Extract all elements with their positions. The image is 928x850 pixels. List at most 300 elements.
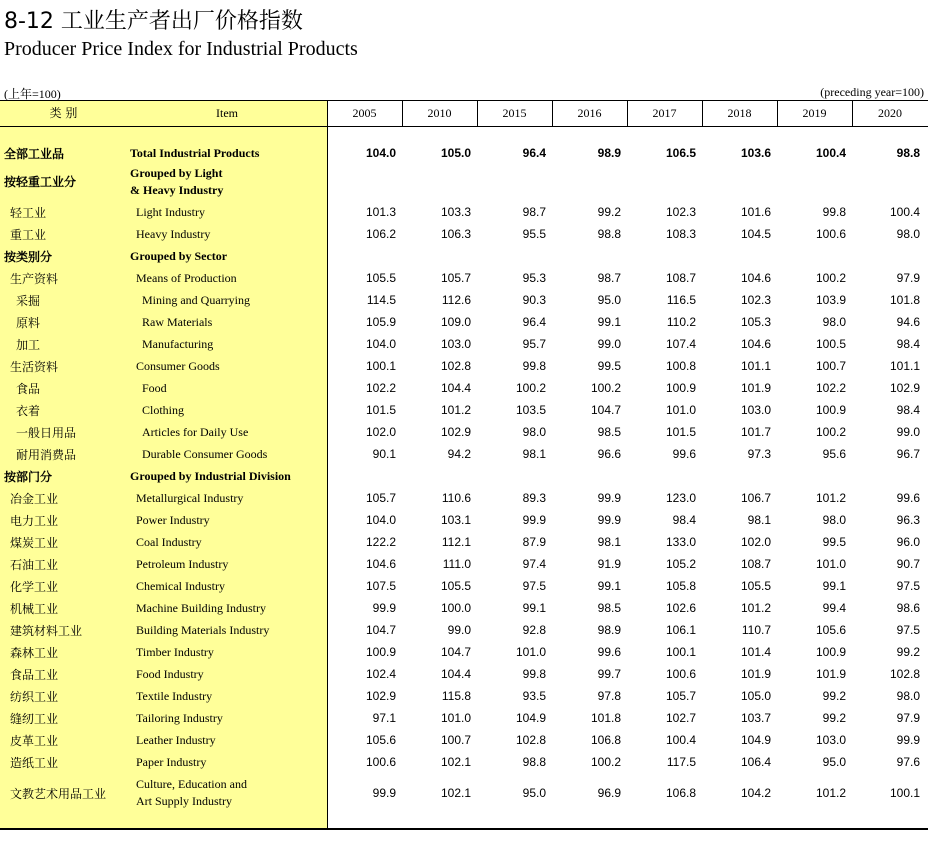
value-cell: 98.4 [896, 403, 920, 417]
row-label-cn: 煤炭工业 [10, 535, 59, 550]
row-label-cn: 食品 [16, 381, 41, 396]
value-cell: 95.7 [522, 337, 546, 351]
value-cell: 103.1 [440, 513, 471, 527]
row-label-en: Grouped by Sector [130, 248, 228, 263]
value-cell: 100.6 [365, 755, 396, 769]
value-cell: 98.9 [597, 623, 621, 637]
value-cell: 97.3 [747, 447, 771, 461]
table-row [0, 707, 928, 729]
value-cell: 104.6 [365, 557, 396, 571]
value-cell: 96.3 [896, 513, 920, 527]
row-label-cn: 采掘 [16, 293, 41, 308]
row-label-cn: 按类别分 [4, 249, 53, 264]
value-cell: 98.7 [522, 205, 546, 219]
value-cell: 97.9 [896, 711, 920, 725]
value-cell: 98.1 [747, 513, 771, 527]
value-cell: 101.2 [815, 491, 846, 505]
value-cell: 100.2 [815, 425, 846, 439]
row-label-en: Mining and Quarrying [142, 292, 250, 307]
header-divider [702, 101, 703, 126]
value-cell: 99.1 [597, 315, 621, 329]
row-label-en: Coal Industry [136, 534, 202, 549]
row-label-cn: 食品工业 [10, 667, 59, 682]
value-cell: 99.4 [822, 601, 846, 615]
value-cell: 99.5 [597, 359, 621, 373]
value-cell: 100.0 [440, 601, 471, 615]
value-cell: 101.0 [665, 403, 696, 417]
value-cell: 122.2 [365, 535, 396, 549]
value-cell: 102.1 [440, 786, 471, 800]
row-label-en: Clothing [142, 402, 185, 417]
table-row [0, 509, 928, 531]
value-cell: 105.5 [740, 579, 771, 593]
value-cell: 106.1 [665, 623, 696, 637]
table-row [0, 399, 928, 421]
header-item-en: Item [216, 106, 238, 120]
row-label-cn: 冶金工业 [10, 491, 59, 506]
value-cell: 103.6 [740, 146, 771, 160]
value-cell: 95.6 [822, 447, 846, 461]
value-cell: 100.2 [515, 381, 546, 395]
value-cell: 100.4 [815, 146, 846, 160]
value-cell: 102.8 [515, 733, 546, 747]
row-label-en: Paper Industry [136, 754, 207, 769]
value-cell: 99.9 [896, 733, 920, 747]
value-cell: 105.0 [440, 146, 471, 160]
row-label-en: Culture, Education and Art Supply Industry [136, 777, 247, 808]
value-cell: 105.6 [815, 623, 846, 637]
table-row [0, 641, 928, 663]
value-cell: 104.5 [740, 227, 771, 241]
year-header: 2010 [427, 106, 452, 120]
value-cell: 103.5 [515, 403, 546, 417]
value-cell: 100.6 [815, 227, 846, 241]
value-cell: 101.0 [815, 557, 846, 571]
value-cell: 104.9 [740, 733, 771, 747]
unit-note-en: (preceding year=100) [820, 85, 924, 99]
year-header: 2020 [878, 106, 902, 120]
row-label-cn: 重工业 [10, 227, 47, 242]
value-cell: 97.6 [896, 755, 920, 769]
value-cell: 98.0 [896, 227, 920, 241]
value-cell: 101.7 [740, 425, 771, 439]
value-cell: 104.2 [740, 786, 771, 800]
value-cell: 101.5 [665, 425, 696, 439]
value-cell: 102.9 [889, 381, 920, 395]
value-cell: 103.9 [815, 293, 846, 307]
table-row [0, 597, 928, 619]
value-cell: 96.6 [597, 447, 621, 461]
value-cell: 91.9 [597, 557, 621, 571]
value-cell: 116.5 [666, 293, 696, 307]
table-row [0, 729, 928, 751]
table-row [0, 267, 928, 289]
value-cell: 107.5 [365, 579, 396, 593]
row-label-cn: 按轻重工业分 [4, 175, 77, 189]
value-cell: 106.8 [590, 733, 621, 747]
value-cell: 104.7 [440, 645, 471, 659]
value-cell: 97.5 [522, 579, 546, 593]
value-cell: 100.1 [889, 786, 920, 800]
value-cell: 98.8 [522, 755, 546, 769]
value-cell: 98.1 [522, 447, 546, 461]
table-row [0, 421, 928, 443]
row-label-cn: 缝纫工业 [10, 711, 59, 726]
value-cell: 99.0 [597, 337, 621, 351]
value-cell: 100.5 [815, 337, 846, 351]
value-cell: 98.0 [522, 425, 546, 439]
value-cell: 99.9 [522, 513, 546, 527]
value-cell: 96.4 [522, 146, 546, 160]
row-label-en: Power Industry [136, 512, 210, 527]
table-row [0, 355, 928, 377]
value-cell: 93.5 [522, 689, 546, 703]
value-cell: 104.0 [365, 146, 396, 160]
row-label-en: Durable Consumer Goods [142, 446, 268, 461]
value-cell: 101.1 [889, 359, 920, 373]
row-label-cn: 电力工业 [10, 513, 59, 528]
row-label-cn: 造纸工业 [10, 755, 59, 770]
value-cell: 102.9 [440, 425, 471, 439]
value-cell: 99.2 [822, 711, 846, 725]
table-row [0, 443, 928, 465]
value-cell: 99.2 [896, 645, 920, 659]
value-cell: 102.0 [365, 425, 396, 439]
value-cell: 101.9 [740, 381, 771, 395]
value-cell: 98.0 [822, 315, 846, 329]
row-label-cn: 森林工业 [10, 645, 59, 660]
value-cell: 101.9 [815, 667, 846, 681]
value-cell: 99.8 [522, 359, 546, 373]
row-label-en: Machine Building Industry [136, 600, 266, 615]
value-cell: 99.1 [597, 579, 621, 593]
value-cell: 98.0 [896, 689, 920, 703]
value-cell: 108.7 [740, 557, 771, 571]
value-cell: 101.2 [815, 786, 846, 800]
value-cell: 105.5 [440, 579, 471, 593]
value-cell: 101.6 [740, 205, 771, 219]
value-cell: 98.7 [597, 271, 621, 285]
value-cell: 96.0 [896, 535, 920, 549]
value-cell: 105.0 [740, 689, 771, 703]
value-cell: 98.8 [896, 146, 920, 160]
value-cell: 99.8 [522, 667, 546, 681]
value-cell: 100.1 [665, 645, 696, 659]
value-cell: 97.5 [896, 579, 920, 593]
value-cell: 101.2 [740, 601, 771, 615]
page-title-cn: 8-12 工业生产者出厂价格指数 [4, 9, 303, 34]
value-cell: 105.5 [365, 271, 396, 285]
value-cell: 114.5 [366, 293, 396, 307]
value-cell: 99.6 [896, 491, 920, 505]
row-label-cn: 机械工业 [10, 601, 59, 616]
row-label-en: Grouped by Industrial Division [130, 468, 291, 483]
year-header: 2019 [802, 106, 827, 120]
value-cell: 102.0 [740, 535, 771, 549]
value-cell: 106.2 [365, 227, 396, 241]
row-label-en: Heavy Industry [136, 226, 211, 241]
year-header: 2017 [652, 106, 677, 120]
value-cell: 90.3 [522, 293, 546, 307]
table-row [0, 465, 928, 487]
value-cell: 104.9 [515, 711, 546, 725]
value-cell: 97.1 [372, 711, 396, 725]
table-row [0, 142, 928, 164]
value-cell: 100.7 [815, 359, 846, 373]
row-label-en: Tailoring Industry [136, 710, 223, 725]
year-header: 2015 [502, 106, 527, 120]
row-label-cn: 石油工业 [10, 557, 59, 572]
value-cell: 96.4 [522, 315, 546, 329]
value-cell: 98.4 [896, 337, 920, 351]
value-cell: 100.9 [815, 403, 846, 417]
row-label-en: Manufacturing [142, 336, 214, 351]
value-cell: 99.9 [597, 513, 621, 527]
value-cell: 99.0 [896, 425, 920, 439]
row-label-cn: 加工 [16, 337, 41, 352]
value-cell: 112.6 [441, 293, 471, 307]
header-divider [402, 101, 403, 126]
row-label-en: Petroleum Industry [136, 556, 229, 571]
value-cell: 101.3 [365, 205, 396, 219]
value-cell: 117.5 [666, 755, 696, 769]
value-cell: 102.8 [440, 359, 471, 373]
value-cell: 98.8 [597, 227, 621, 241]
value-cell: 103.0 [740, 403, 771, 417]
header-divider [777, 101, 778, 126]
value-cell: 90.7 [896, 557, 920, 571]
header-divider [852, 101, 853, 126]
value-cell: 95.0 [597, 293, 621, 307]
value-cell: 99.1 [822, 579, 846, 593]
row-label-en: Metallurgical Industry [136, 490, 244, 505]
table-row [0, 531, 928, 553]
value-cell: 97.4 [522, 557, 546, 571]
value-cell: 110.7 [741, 623, 771, 637]
value-cell: 112.1 [441, 535, 471, 549]
value-cell: 99.8 [822, 205, 846, 219]
value-cell: 102.2 [815, 381, 846, 395]
table-row [0, 223, 928, 245]
value-cell: 104.7 [590, 403, 621, 417]
value-cell: 90.1 [372, 447, 396, 461]
value-cell: 101.0 [440, 711, 471, 725]
value-cell: 108.3 [665, 227, 696, 241]
value-cell: 87.9 [522, 535, 546, 549]
value-cell: 104.0 [365, 337, 396, 351]
value-cell: 99.6 [597, 645, 621, 659]
value-cell: 105.8 [665, 579, 696, 593]
value-cell: 98.1 [597, 535, 621, 549]
value-cell: 100.1 [365, 359, 396, 373]
value-cell: 100.9 [365, 645, 396, 659]
value-cell: 100.2 [815, 271, 846, 285]
value-cell: 105.9 [365, 315, 396, 329]
value-cell: 103.0 [440, 337, 471, 351]
value-cell: 101.9 [740, 667, 771, 681]
row-label-en: Means of Production [136, 270, 237, 285]
value-cell: 97.9 [896, 271, 920, 285]
row-label-cn: 文教艺术用品工业 [10, 786, 107, 801]
value-cell: 100.2 [590, 381, 621, 395]
value-cell: 98.0 [822, 513, 846, 527]
value-cell: 105.2 [665, 557, 696, 571]
value-cell: 105.6 [365, 733, 396, 747]
value-cell: 100.8 [665, 359, 696, 373]
value-cell: 95.5 [522, 227, 546, 241]
table-row [0, 773, 928, 813]
value-cell: 100.6 [665, 667, 696, 681]
row-label-cn: 生活资料 [10, 359, 59, 374]
value-cell: 99.6 [672, 447, 696, 461]
table-row [0, 553, 928, 575]
table-row [0, 619, 928, 641]
value-cell: 98.5 [597, 425, 621, 439]
table-row [0, 575, 928, 597]
table-row [0, 311, 928, 333]
row-label-cn: 化学工业 [10, 579, 59, 594]
row-label-cn: 耐用消费品 [16, 447, 77, 462]
value-cell: 97.5 [896, 623, 920, 637]
value-cell: 102.8 [889, 667, 920, 681]
value-cell: 105.7 [440, 271, 471, 285]
row-label-cn: 皮革工业 [10, 733, 59, 748]
value-cell: 102.3 [740, 293, 771, 307]
value-cell: 89.3 [522, 491, 546, 505]
row-label-cn: 按部门分 [4, 469, 53, 484]
value-cell: 105.7 [665, 689, 696, 703]
value-cell: 133.0 [665, 535, 696, 549]
row-label-en: Chemical Industry [136, 578, 225, 593]
value-cell: 104.4 [440, 381, 471, 395]
value-cell: 100.9 [665, 381, 696, 395]
row-label-en: Articles for Daily Use [142, 424, 249, 439]
value-cell: 92.8 [522, 623, 546, 637]
value-cell: 98.6 [896, 601, 920, 615]
value-cell: 123.0 [665, 491, 696, 505]
value-cell: 107.4 [665, 337, 696, 351]
row-label-en: Building Materials Industry [136, 622, 270, 637]
table-row [0, 487, 928, 509]
value-cell: 101.4 [740, 645, 771, 659]
value-cell: 94.2 [447, 447, 471, 461]
row-label-en: Total Industrial Products [130, 145, 260, 160]
value-cell: 105.3 [740, 315, 771, 329]
value-cell: 99.0 [447, 623, 471, 637]
table-row [0, 333, 928, 355]
year-header: 2016 [577, 106, 602, 120]
value-cell: 110.2 [666, 315, 696, 329]
value-cell: 99.9 [372, 786, 396, 800]
value-cell: 103.3 [440, 205, 471, 219]
value-cell: 99.2 [822, 689, 846, 703]
value-cell: 95.0 [822, 755, 846, 769]
unit-note-cn: (上年=100) [4, 87, 61, 101]
header-divider [552, 101, 553, 126]
value-cell: 101.1 [740, 359, 771, 373]
value-cell: 102.7 [665, 711, 696, 725]
value-cell: 100.4 [665, 733, 696, 747]
value-cell: 97.8 [597, 689, 621, 703]
header-divider [627, 101, 628, 126]
value-cell: 115.8 [441, 689, 471, 703]
value-cell: 96.7 [896, 447, 920, 461]
header-divider [477, 101, 478, 126]
header-bottom-rule [0, 126, 928, 127]
row-label-cn: 全部工业品 [4, 146, 65, 161]
table-row [0, 685, 928, 707]
value-cell: 99.1 [522, 601, 546, 615]
value-cell: 101.8 [590, 711, 621, 725]
row-label-en: Food [142, 380, 167, 395]
row-label-en: Consumer Goods [136, 358, 220, 373]
table-row [0, 289, 928, 311]
table-row [0, 377, 928, 399]
value-cell: 104.6 [740, 337, 771, 351]
row-label-cn: 生产资料 [10, 271, 59, 286]
value-cell: 101.0 [515, 645, 546, 659]
row-label-cn: 轻工业 [10, 205, 47, 220]
row-label-cn: 原料 [16, 315, 41, 330]
row-label-en: Leather Industry [136, 732, 216, 747]
table-bottom-rule [0, 828, 928, 830]
table-row [0, 663, 928, 685]
value-cell: 100.7 [440, 733, 471, 747]
value-cell: 106.7 [740, 491, 771, 505]
value-cell: 102.6 [665, 601, 696, 615]
table-row [0, 751, 928, 773]
row-label-en: Grouped by Light & Heavy Industry [130, 165, 224, 197]
year-header: 2005 [352, 106, 377, 120]
value-cell: 96.9 [597, 786, 621, 800]
value-cell: 106.8 [665, 786, 696, 800]
header-category-cn: 类 别 [49, 106, 78, 120]
value-cell: 99.9 [372, 601, 396, 615]
value-cell: 108.7 [665, 271, 696, 285]
value-cell: 104.6 [740, 271, 771, 285]
year-header: 2018 [727, 106, 752, 120]
row-label-en: Textile Industry [136, 688, 213, 703]
value-cell: 100.2 [590, 755, 621, 769]
value-cell: 104.7 [365, 623, 396, 637]
value-cell: 94.6 [896, 315, 920, 329]
value-cell: 98.4 [672, 513, 696, 527]
row-label-cn: 衣着 [16, 403, 41, 418]
value-cell: 102.9 [365, 689, 396, 703]
value-cell: 104.4 [440, 667, 471, 681]
row-label-cn: 纺织工业 [10, 689, 59, 704]
page-title-en: Producer Price Index for Industrial Products [4, 38, 358, 60]
value-cell: 98.9 [597, 146, 621, 160]
value-cell: 101.2 [440, 403, 471, 417]
value-cell: 105.7 [365, 491, 396, 505]
value-cell: 111.0 [442, 557, 471, 571]
table-row [0, 245, 928, 267]
value-cell: 101.5 [365, 403, 396, 417]
value-cell: 103.0 [815, 733, 846, 747]
value-cell: 106.5 [665, 146, 696, 160]
value-cell: 99.9 [597, 491, 621, 505]
row-label-en: Food Industry [136, 666, 204, 681]
value-cell: 106.3 [440, 227, 471, 241]
value-cell: 99.2 [597, 205, 621, 219]
table-row [0, 201, 928, 223]
value-cell: 102.2 [365, 381, 396, 395]
value-cell: 103.7 [740, 711, 771, 725]
value-cell: 102.4 [365, 667, 396, 681]
row-label-cn: 一般日用品 [16, 425, 77, 440]
value-cell: 100.9 [815, 645, 846, 659]
